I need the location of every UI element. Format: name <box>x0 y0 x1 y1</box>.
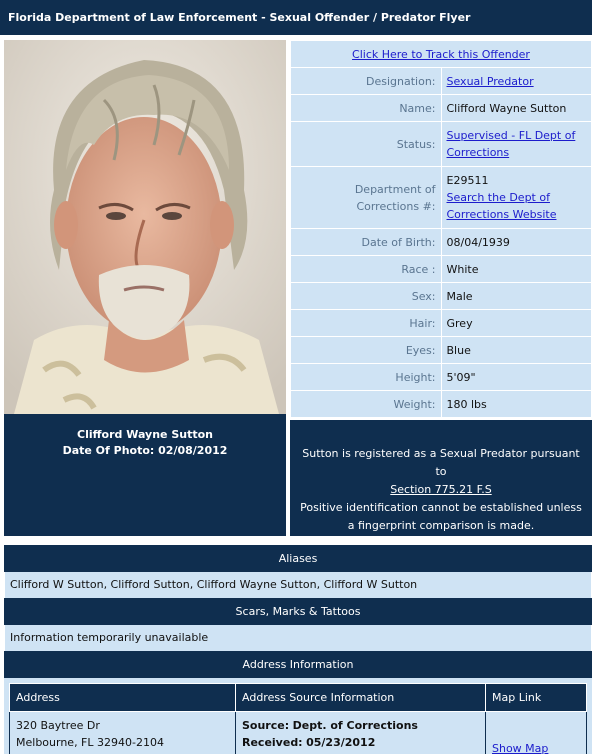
offender-photo <box>4 40 286 414</box>
eyes-label: Eyes: <box>291 337 442 364</box>
designation-label: Designation: <box>291 68 442 95</box>
track-cell <box>291 41 592 68</box>
scars-title: Scars, Marks & Tattoos <box>4 598 592 625</box>
source-cell <box>236 712 486 754</box>
doc-number-value: E29511 <box>446 174 489 187</box>
race-label: Race : <box>291 256 442 283</box>
map-cell <box>486 712 587 754</box>
received-label: Received: <box>242 736 303 749</box>
statute-link[interactable]: Section 775.21 F.S <box>390 483 492 496</box>
track-offender-link[interactable]: Click Here to Track this Offender <box>352 47 530 61</box>
name-label: Name: <box>291 95 442 122</box>
dob-value: 08/04/1939 <box>441 229 592 256</box>
address-line1: 320 Baytree Dr <box>16 719 100 732</box>
address-table <box>9 683 587 754</box>
source-value: Dept. of Corrections <box>292 719 418 732</box>
scars-text: Information temporarily unavailable <box>4 625 592 651</box>
address-col-header: Address <box>10 684 236 712</box>
weight-value: 180 lbs <box>441 391 592 418</box>
sex-label: Sex: <box>291 283 442 310</box>
hair-value: Grey <box>441 310 592 337</box>
address-table-wrap <box>4 678 592 754</box>
height-label: Height: <box>291 364 442 391</box>
doc-search-link[interactable]: Search the Dept of Corrections Website <box>446 191 557 221</box>
source-label: Source: <box>242 719 290 732</box>
table-row <box>10 712 587 754</box>
race-value: White <box>441 256 592 283</box>
designation-link[interactable]: Sexual Predator <box>446 74 534 88</box>
doc-number-label: Department of Corrections #: <box>291 167 442 229</box>
eyes-value: Blue <box>441 337 592 364</box>
show-map-link[interactable]: Show Map <box>492 742 549 754</box>
height-value: 5'09" <box>441 364 592 391</box>
address-title: Address Information <box>4 651 592 678</box>
name-value: Clifford Wayne Sutton <box>441 95 592 122</box>
status-link[interactable]: Supervised - FL Dept of Corrections <box>446 129 576 159</box>
notice-line1: Sutton is registered as a Sexual Predator pursuant to <box>302 447 580 478</box>
address-cell <box>10 712 236 754</box>
status-label: Status: <box>291 122 442 167</box>
sex-value: Male <box>441 283 592 310</box>
address-line2: Melbourne, FL 32940-2104 <box>16 736 164 749</box>
aliases-title: Aliases <box>4 545 592 572</box>
offender-info-table <box>290 40 592 418</box>
source-col-header: Address Source Information <box>236 684 486 712</box>
weight-label: Weight: <box>291 391 442 418</box>
page-title: Florida Department of Law Enforcement - Sexual Offender / Predator Flyer <box>8 11 471 24</box>
registration-notice <box>290 420 592 536</box>
details-section <box>4 545 592 754</box>
hair-label: Hair: <box>291 310 442 337</box>
aliases-text: Clifford W Sutton, Clifford Sutton, Clifford Wayne Sutton, Clifford W Sutton <box>4 572 592 598</box>
offender-name-caption: Clifford Wayne Sutton <box>77 428 213 441</box>
photo-date: Date Of Photo: 02/08/2012 <box>62 444 228 457</box>
dob-label: Date of Birth: <box>291 229 442 256</box>
received-value: 05/23/2012 <box>306 736 376 749</box>
notice-line2: Positive identification cannot be established unless a fingerprint comparison is made. <box>300 501 582 532</box>
page-header <box>0 0 592 35</box>
map-col-header: Map Link <box>486 684 587 712</box>
photo-caption <box>4 414 286 536</box>
